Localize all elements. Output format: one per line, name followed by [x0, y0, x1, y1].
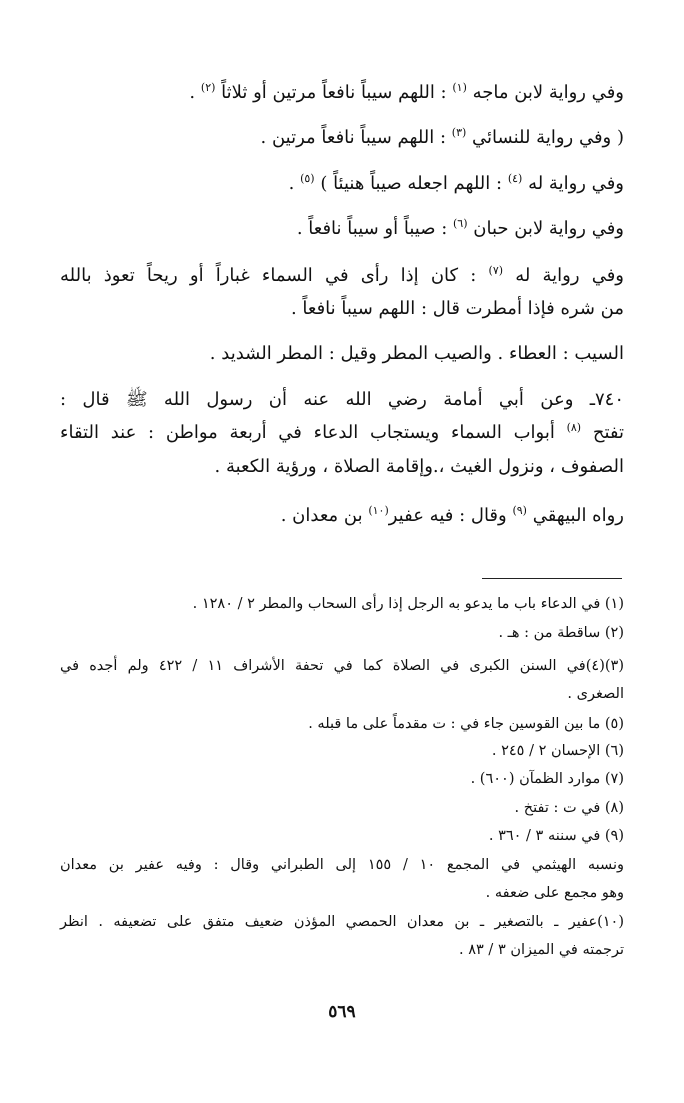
text: أبواب السماء ويستجاب الدعاء في أربعة مواطن : عند التقاء [60, 422, 555, 443]
footnote-10: (١٠)عفير ـ بالتصغير ـ بن معدان الحمصي المؤذن ضعيف متفق على تضعيفه . انظر [60, 914, 624, 930]
footnote-ref: (٥) [300, 172, 315, 185]
footnote-9-cont-2: وهو مجمع على ضعفه . [485, 885, 624, 901]
footnote-8: (٨) في ت : تفتخ . [514, 800, 624, 816]
hadith-740-line-2 [60, 420, 624, 446]
text: وقال : فيه عفير [388, 505, 507, 526]
text: : اللهم اجعله صيباً هنيئاً ) [320, 173, 503, 194]
text: بن معدان . [280, 505, 363, 526]
body-line-4 [297, 216, 624, 242]
text: وفي رواية لابن حبان [473, 218, 624, 239]
body-line-6: من شره فإذا أمطرت قال : اللهم سيباً نافعاً . [290, 298, 624, 319]
body-line-5 [60, 263, 624, 289]
body-line-11 [281, 503, 624, 529]
footnote-9: (٩) في سننه ٣ / ٣٦٠ . [488, 828, 624, 844]
text: ( وفي رواية للنسائي [472, 127, 624, 148]
footnote-ref: (٣) [451, 126, 467, 139]
text: وفي رواية له [528, 173, 624, 194]
hadith-740-line-1: ٧٤٠ـ وعن أبي أمامة رضي الله عنه أن رسول الله ﷺ قال : [60, 389, 624, 410]
footnote-3-4-cont: الصغرى . [567, 686, 624, 702]
footnote-6: (٦) الإحسان ٢ / ٢٤٥ . [491, 743, 624, 759]
text: رواه البيهقي [532, 505, 624, 526]
footnote-9-cont-1: ونسبه الهيثمي في المجمع ١٠ / ١٥٥ إلى الطبراني وقال : وفيه عفير بن معدان [60, 857, 624, 873]
page-number: ٥٦٩ [328, 1002, 356, 1022]
text: تفتح [592, 422, 624, 443]
footnote-1: (١) في الدعاء باب ما يدعو به الرجل إذا رأى السحاب والمطر ٢ / ١٢٨٠ . [192, 596, 624, 612]
footnote-ref: (٧) [488, 264, 504, 277]
body-line-3 [289, 171, 624, 197]
footnote-3-4: (٣)(٤)في السنن الكبرى في الصلاة كما في تحفة الأشراف ١١ / ٤٢٢ ولم أجده في [60, 658, 624, 674]
text: . [189, 82, 196, 103]
footnote-7: (٧) موارد الظمآن (٦٠٠) . [470, 771, 624, 787]
body-line-7: السيب : العطاء . والصيب المطر وقيل : المطر الشديد . [209, 343, 624, 364]
footnote-ref: (١٠) [368, 504, 389, 517]
footnote-ref: (٦) [453, 217, 468, 230]
footnote-ref: (٢) [200, 81, 216, 94]
text: وفي رواية له [515, 265, 624, 286]
footnote-divider [482, 578, 622, 579]
footnote-ref: (٨) [566, 421, 582, 434]
body-line-2 [261, 125, 624, 151]
text: : كان إذا رأى في السماء غباراً أو ريحاً تعوذ بالله [60, 265, 477, 286]
hadith-740-line-3: الصفوف ، ونزول الغيث ،.وإقامة الصلاة ، ورؤية الكعبة . [214, 456, 624, 477]
text: : اللهم سيباً نافعاً مرتين . [260, 127, 447, 148]
text: : صيباً أو سيباً نافعاً . [296, 218, 448, 239]
footnote-10-cont: ترجمته في الميزان ٣ / ٨٣ . [459, 942, 624, 958]
footnote-ref: (١) [452, 81, 467, 94]
footnote-ref: (٩) [512, 504, 527, 517]
text: : اللهم سيباً نافعاً مرتين أو ثلاثاً [221, 82, 447, 103]
footnote-5: (٥) ما بين القوسين جاء في : ت مقدماً على ما قبله . [308, 716, 624, 732]
text: . [288, 173, 295, 194]
footnote-2: (٢) ساقطة من : هـ . [498, 625, 624, 641]
footnote-ref: (٤) [507, 172, 523, 185]
body-line-1 [189, 80, 624, 106]
text: وفي رواية لابن ماجه [472, 82, 624, 103]
